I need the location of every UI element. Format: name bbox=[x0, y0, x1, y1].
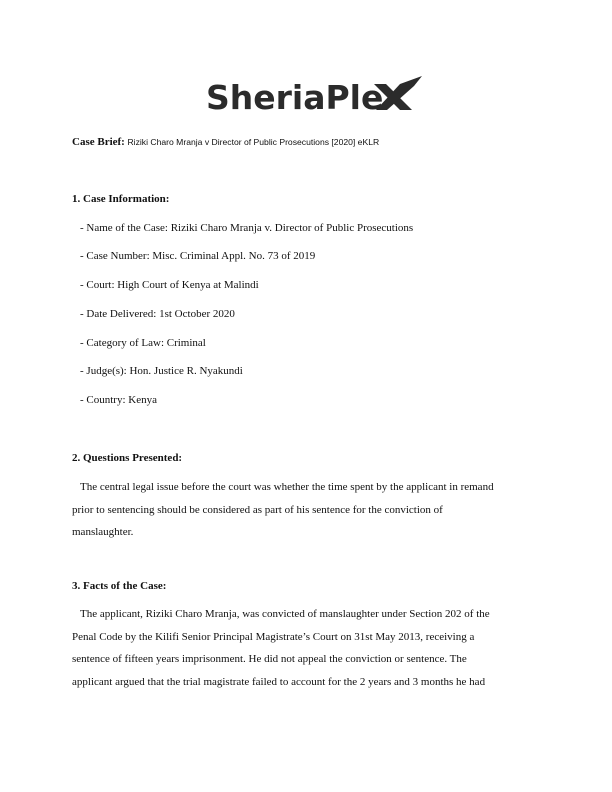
section-heading-facts: 3. Facts of the Case: bbox=[72, 580, 167, 592]
section-heading-case-information: 1. Case Information: bbox=[72, 193, 170, 205]
paragraph-line: applicant argued that the trial magistrate failed to account for the 2 years and 3 months he had bbox=[72, 675, 486, 688]
case-brief-title: Riziki Charo Mranja v Director of Public Prosecutions [2020] eKLR bbox=[127, 137, 380, 147]
info-item-court: - Court: High Court of Kenya at Malindi bbox=[80, 279, 259, 291]
paragraph-line: sentence of fifteen years imprisonment. He did not appeal the conviction or sentence. The bbox=[72, 653, 467, 665]
section-heading-questions-presented: 2. Questions Presented: bbox=[72, 452, 183, 464]
info-item-case-number: - Case Number: Misc. Criminal Appl. No. 73 of 2019 bbox=[80, 250, 316, 262]
info-item-country: - Country: Kenya bbox=[80, 394, 157, 406]
paragraph-line: prior to sentencing should be considered as part of his sentence for the conviction of bbox=[72, 503, 443, 516]
sheriaplex-logo bbox=[0, 72, 612, 118]
paragraph-line: manslaughter. bbox=[72, 526, 134, 538]
case-brief-line bbox=[72, 134, 379, 151]
info-item-name: - Name of the Case: Riziki Charo Mranja v. Director of Public Prosecutions bbox=[80, 222, 414, 234]
facts-paragraph bbox=[72, 606, 542, 696]
questions-paragraph bbox=[72, 479, 542, 547]
info-item-date: - Date Delivered: 1st October 2020 bbox=[80, 308, 235, 320]
logo-wordmark bbox=[186, 72, 426, 118]
info-item-category: - Category of Law: Criminal bbox=[80, 337, 206, 349]
logo-text: SheriaPle bbox=[206, 78, 384, 117]
case-brief-label: Case Brief: bbox=[72, 136, 125, 148]
paragraph-line: The central legal issue before the court was whether the time spent by the applicant in remand bbox=[80, 481, 494, 493]
info-item-judge: - Judge(s): Hon. Justice R. Nyakundi bbox=[80, 365, 243, 377]
paragraph-line: The applicant, Riziki Charo Mranja, was convicted of manslaughter under Section 202 of the bbox=[80, 608, 490, 620]
paragraph-line: Penal Code by the Kilifi Senior Principal Magistrate’s Court on 31st May 2013, receiving a bbox=[72, 630, 475, 643]
